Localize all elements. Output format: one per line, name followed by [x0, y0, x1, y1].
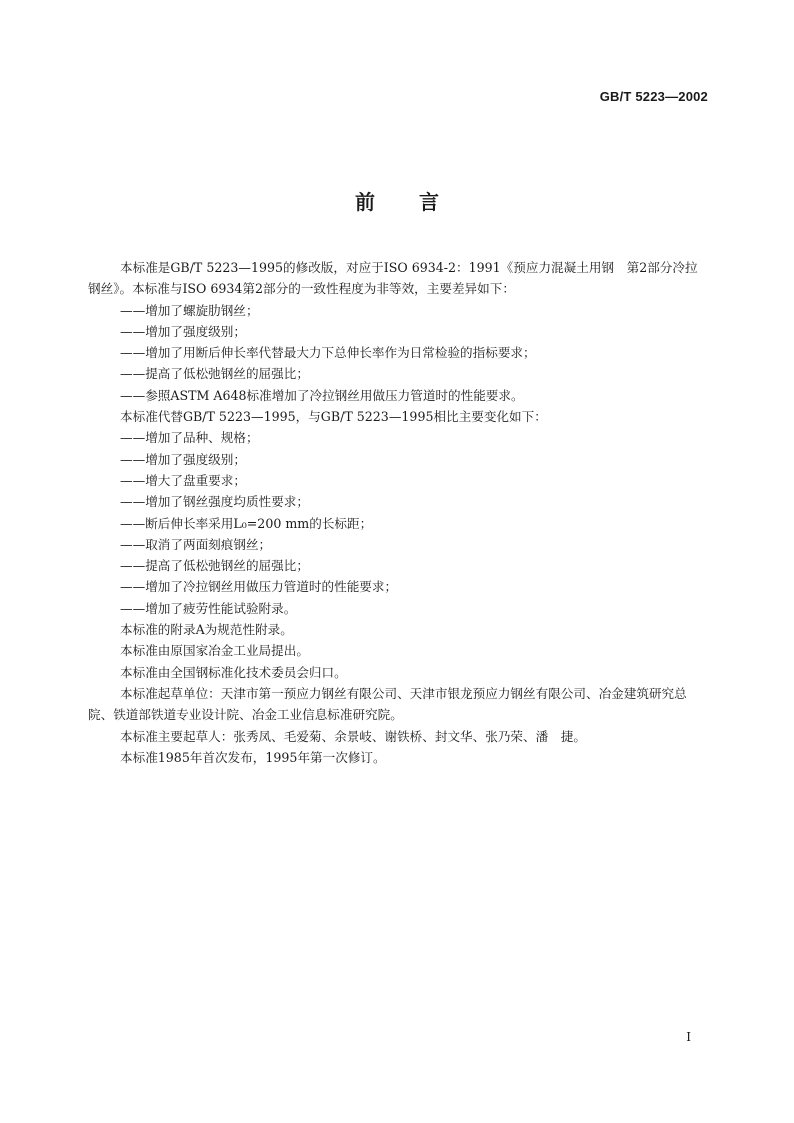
paragraph-drafters: 本标准主要起草人：张秀凤、毛爱菊、余景岐、谢铁桥、封文华、张乃荣、潘 捷。 — [120, 728, 586, 744]
list-item: ——增加了钢丝强度均质性要求； — [120, 494, 309, 510]
list-item: ——增加了强度级别； — [120, 323, 246, 339]
paragraph-replaces: 本标准代替GB/T 5223—1995，与GB/T 5223—1995相比主要变化如下： — [120, 409, 547, 425]
paragraph-appendix: 本标准的附录A为规范性附录。 — [120, 622, 293, 638]
list-item: ——提高了低松弛钢丝的屈强比； — [120, 558, 309, 574]
list-item: ——增加了品种、规格； — [120, 430, 259, 446]
list-item: ——增加了用断后伸长率代替最大力下总伸长率作为日常检验的指标要求； — [120, 345, 536, 361]
list-item: ——参照ASTM A648标准增加了冷拉钢丝用做压力管道时的性能要求。 — [120, 387, 524, 403]
page-number: I — [686, 1030, 691, 1044]
foreword-body — [88, 257, 710, 768]
list-item: ——增加了螺旋肋钢丝； — [120, 302, 259, 318]
list-item: ——取消了两面刻痕钢丝； — [120, 536, 272, 552]
standard-number: GB/T 5223—2002 — [599, 89, 708, 104]
paragraph-history: 本标准1985年首次发布，1995年第一次修订。 — [120, 749, 386, 765]
list-item: ——断后伸长率采用L₀=200 mm的长标距； — [120, 515, 373, 531]
paragraph-proposer: 本标准由原国家冶金工业局提出。 — [120, 643, 309, 659]
list-item: ——增加了强度级别； — [120, 451, 246, 467]
list-item: ——增大了盘重要求； — [120, 472, 246, 488]
page-title: 前言 — [355, 190, 483, 214]
list-item: ——增加了疲劳性能试验附录。 — [120, 600, 297, 616]
paragraph-committee: 本标准由全国钢标准化技术委员会归口。 — [120, 664, 347, 680]
paragraph-correspondence: 本标准是GB/T 5223—1995的修改版，对应于ISO 6934-2：1991《预应力混凝土用钢 第2部分冷拉钢丝》。本标准与ISO 6934第2部分的一致性程度为非等效，主要差异如下： — [88, 260, 698, 297]
list-item: ——增加了冷拉钢丝用做压力管道时的性能要求； — [120, 579, 398, 595]
paragraph-drafting-units: 本标准起草单位：天津市第一预应力钢丝有限公司、天津市银龙预应力钢丝有限公司、冶金建筑研究总院、铁道部铁道专业设计院、冶金工业信息标准研究院。 — [88, 685, 687, 723]
list-item: ——提高了低松弛钢丝的屈强比； — [120, 366, 309, 382]
